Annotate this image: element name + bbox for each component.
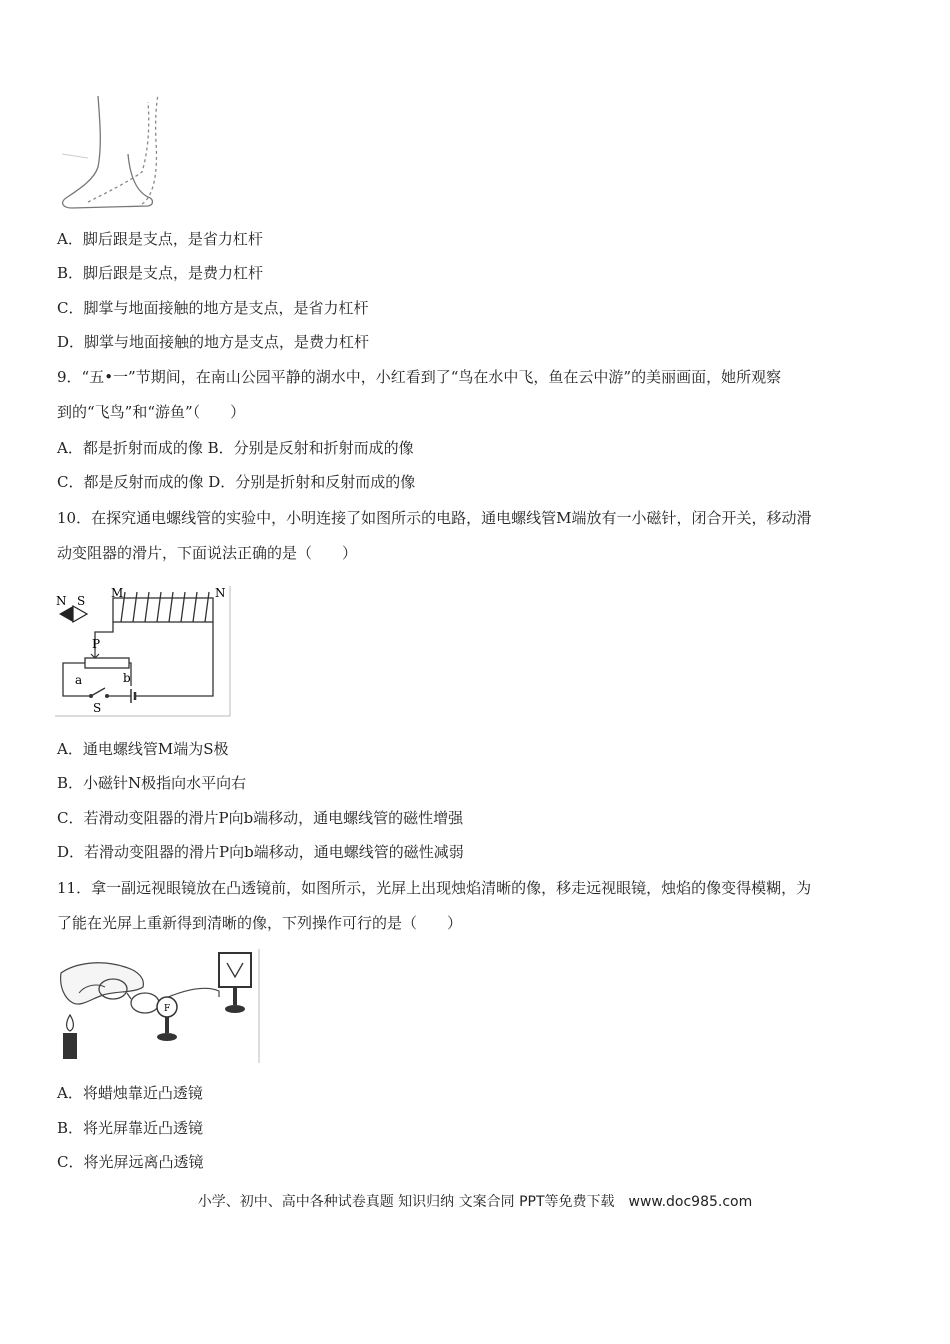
q9-stem-line1: 9．“五•一”节期间，在南山公园平静的湖水中，小红看到了“鸟在水中飞，鱼在云中游”的美丽画面，她所观察 <box>57 368 782 386</box>
q8-option-b: B．脚后跟是支点，是费力杠杆 <box>57 264 264 282</box>
label-n-right: N <box>215 586 226 600</box>
page-footer: 小学、初中、高中各种试卷真题 知识归纳 文案合同 PPT等免费下载 www.doc985.com <box>197 1194 753 1210</box>
q11-stem-line1: 11．拿一副远视眼镜放在凸透镜前，如图所示，光屏上出现烛焰清晰的像，移走远视眼镜，烛焰的像变得模糊，为 <box>57 879 812 897</box>
label-a: a <box>75 673 83 687</box>
svg-text:F: F <box>164 1004 171 1014</box>
q11-option-b: B．将光屏靠近凸透镜 <box>57 1119 204 1137</box>
solenoid-circuit-figure <box>55 586 235 718</box>
q8-option-a: A．脚后跟是支点，是省力杠杆 <box>57 230 263 248</box>
q11-option-c: C．将光屏远离凸透镜 <box>57 1153 204 1171</box>
label-p: P <box>92 637 101 651</box>
foot-lever-figure <box>58 92 170 214</box>
q9-stem-line2: 到的“飞鸟”和“游鱼”（ ） <box>57 403 246 421</box>
label-m: M <box>111 586 124 600</box>
q10-option-c: C．若滑动变阻器的滑片P向b端移动，通电螺线管的磁性增强 <box>57 809 464 827</box>
q10-stem-line2: 动变阻器的滑片，下面说法正确的是（ ） <box>57 544 358 562</box>
q10-stem-line1: 10．在探究通电螺线管的实验中，小明连接了如图所示的电路，通电螺线管M端放有一小磁针，闭合开关，移动滑 <box>57 509 812 527</box>
label-needle-n: N <box>56 594 67 608</box>
q9-options-line2: C．都是反射而成的像 D．分别是折射和反射而成的像 <box>57 473 416 491</box>
q8-option-c: C．脚掌与地面接触的地方是支点，是省力杠杆 <box>57 299 369 317</box>
q10-option-d: D．若滑动变阻器的滑片P向b端移动，通电螺线管的磁性减弱 <box>57 843 464 861</box>
q8-option-d: D．脚掌与地面接触的地方是支点，是费力杠杆 <box>57 333 370 351</box>
q11-stem-line2: 了能在光屏上重新得到清晰的像，下列操作可行的是（ ） <box>57 914 463 932</box>
label-b: b <box>123 671 131 685</box>
q11-option-a: A．将蜡烛靠近凸透镜 <box>57 1084 203 1102</box>
q10-option-a: A．通电螺线管M端为S极 <box>57 740 229 758</box>
q9-options-line1: A．都是折射而成的像 B．分别是反射和折射而成的像 <box>57 439 414 457</box>
lens-candle-figure <box>55 949 265 1065</box>
label-needle-s: S <box>77 594 86 608</box>
label-switch-s: S <box>93 701 102 715</box>
q10-option-b: B．小磁针N极指向水平向右 <box>57 774 247 792</box>
